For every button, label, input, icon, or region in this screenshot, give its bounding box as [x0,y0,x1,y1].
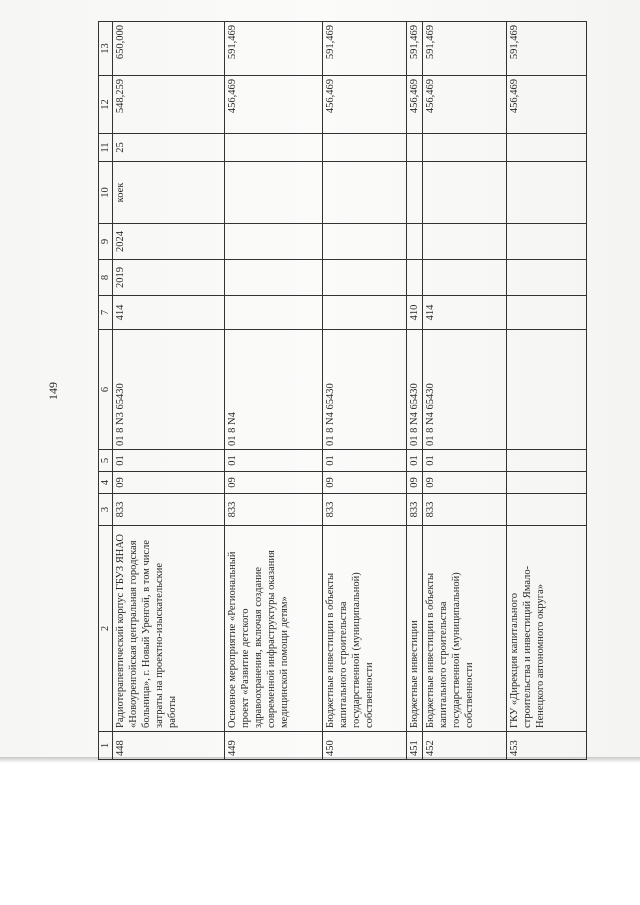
amount-cell: 456,469 [323,76,407,134]
capacity-cell [423,134,507,162]
header-row [99,22,113,760]
table-row [113,22,225,760]
row-name: Радиотерапевтический корпус ГБУЗ ЯНАО «Новоуренгойская центральная городская больница», г. Новый Уренгой, в том числе затраты на проектно-изыскательские работы [113,526,225,732]
amount-cell: 548,259 [113,76,225,134]
code-cell: 01 8 N3 65430 [113,330,225,450]
code-cell: 01 8 N4 65430 [407,330,423,450]
year-cell [323,260,407,296]
year-cell [507,260,587,296]
header-cell: 12 [99,76,113,134]
code-cell: 414 [423,296,507,330]
amount-cell: 456,469 [423,76,507,134]
year-cell [225,260,323,296]
header-cell: 13 [99,22,113,76]
header-cell: 1 [99,732,113,760]
header-cell: 8 [99,260,113,296]
year-cell [225,224,323,260]
year-cell [323,224,407,260]
rotated-sheet [46,22,622,760]
header-cell: 4 [99,472,113,494]
amount-cell: 591,469 [423,22,507,76]
code-cell: 01 8 N4 65430 [323,330,407,450]
row-number: 451 [407,732,423,760]
amount-cell: 591,469 [225,22,323,76]
code-cell: 01 [423,450,507,472]
row-number: 452 [423,732,507,760]
header-cell: 7 [99,296,113,330]
code-cell [323,296,407,330]
row-name: Бюджетные инвестиции в объекты капитального строительства государственной (муниципальной) собственности [323,526,407,732]
code-cell: 833 [407,494,423,526]
code-cell: 833 [423,494,507,526]
row-name: Бюджетные инвестиции [407,526,423,732]
code-cell: 01 8 N4 65430 [423,330,507,450]
row-name: ГКУ «Дирекция капитального строительства и инвестиций Ямало-Ненецкого автономного округа» [507,526,587,732]
row-number: 449 [225,732,323,760]
code-cell [507,296,587,330]
budget-table [98,21,587,760]
code-cell: 833 [113,494,225,526]
code-cell [225,296,323,330]
amount-cell: 591,469 [323,22,407,76]
unit-cell [407,162,423,224]
code-cell: 414 [113,296,225,330]
header-cell: 6 [99,330,113,450]
header-cell: 10 [99,162,113,224]
capacity-cell [225,134,323,162]
code-cell: 01 [323,450,407,472]
code-cell: 01 [407,450,423,472]
amount-cell: 650,000 [113,22,225,76]
row-number: 450 [323,732,407,760]
code-cell: 09 [323,472,407,494]
amount-cell: 591,469 [407,22,423,76]
header-cell: 3 [99,494,113,526]
code-cell: 01 [113,450,225,472]
header-cell: 2 [99,526,113,732]
capacity-cell: 25 [113,134,225,162]
header-cell: 5 [99,450,113,472]
code-cell: 410 [407,296,423,330]
code-cell: 833 [225,494,323,526]
row-name: Основное мероприятие «Региональный проект «Развитие детского здравоохранения, включая создание современной инфраструктуры оказания медицинской помощи детям» [225,526,323,732]
row-number: 448 [113,732,225,760]
unit-cell [225,162,323,224]
code-cell [507,494,587,526]
row-number: 453 [507,732,587,760]
amount-cell: 456,469 [225,76,323,134]
year-cell [423,224,507,260]
year-cell: 2019 [113,260,225,296]
header-cell: 11 [99,134,113,162]
year-cell [423,260,507,296]
table-row [323,22,407,760]
unit-cell [323,162,407,224]
amount-cell: 591,469 [507,22,587,76]
year-cell [507,224,587,260]
unit-cell: коек [113,162,225,224]
page-number: 149 [46,382,60,400]
year-cell [407,260,423,296]
amount-cell: 456,469 [407,76,423,134]
code-cell: 833 [323,494,407,526]
code-cell: 09 [423,472,507,494]
table-row [507,22,587,760]
code-cell: 09 [225,472,323,494]
code-cell [507,330,587,450]
table-row [423,22,507,760]
capacity-cell [323,134,407,162]
amount-cell: 456,469 [507,76,587,134]
unit-cell [423,162,507,224]
table-row [407,22,423,760]
year-cell [407,224,423,260]
code-cell [507,472,587,494]
code-cell: 01 8 N4 [225,330,323,450]
year-cell: 2024 [113,224,225,260]
table-row [225,22,323,760]
code-cell: 09 [407,472,423,494]
code-cell: 01 [225,450,323,472]
header-cell: 9 [99,224,113,260]
code-cell [507,450,587,472]
row-name: Бюджетные инвестиции в объекты капитального строительства государственной (муниципальной) собственности [423,526,507,732]
capacity-cell [407,134,423,162]
capacity-cell [507,134,587,162]
code-cell: 09 [113,472,225,494]
unit-cell [507,162,587,224]
